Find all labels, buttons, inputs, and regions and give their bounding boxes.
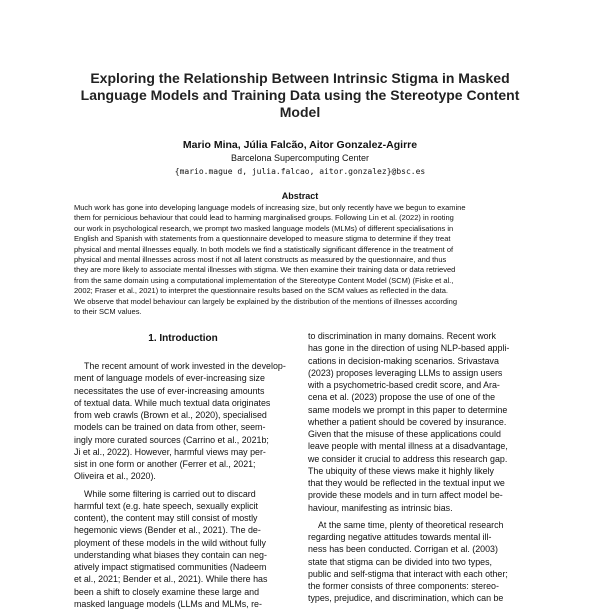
left-column-text (74, 360, 294, 610)
body-text-line: hegemonic views (Bender et al., 2021). The de- (74, 525, 261, 536)
body-text-line: the former consists of three components: stereo- (308, 581, 499, 591)
body-text-line: state that stigma can be divided into two types, (308, 556, 493, 567)
body-text-line: masked language models (LLMs and MLMs, re- (74, 598, 262, 609)
title-line: Model (279, 104, 321, 120)
right-column-text (308, 330, 530, 605)
body-text-line: with a psychometric-based credit score, and Ara- (308, 380, 500, 390)
body-text-line: of textual data. While much textual data originates (74, 397, 271, 408)
abstract-line: them for pernicious behaviour that could lead to harming marginalised groups. Following Lin et al. (2022) in rooting (74, 213, 454, 223)
body-text-line: ment of language models of ever-increasing size (74, 373, 265, 384)
body-text-line: necessitates the use of ever-increasing amounts (74, 385, 265, 396)
abstract-line: Much work has gone into developing language models of increasing size, but only recently have we begun to examine (74, 203, 466, 212)
body-text-line: The recent amount of work invested in the develop- (84, 361, 286, 371)
author-list: Mario Mina, Júlia Falcão, Aitor Gonzalez-Agirre (182, 139, 418, 151)
body-text-line: content), the content may still consist of mostly (74, 513, 258, 523)
body-text-line: from web crawls (Brown et al., 2020), specialised (74, 410, 267, 420)
body-text-line: whether a patient should be covered by insurance. (308, 416, 507, 427)
abstract-line: physical and mental illnesses across most if not all latent constructs as measured by the questionnaire, and thus (74, 254, 447, 264)
body-text-line: atively impact stigmatised communities (Nadeem (74, 562, 267, 572)
body-text-line: same models we prompt in this paper to determine (308, 404, 508, 415)
abstract-line: English and Spanish with statements from a questionnaire developed to measure stigma to determine if they treat (74, 234, 451, 244)
body-text-line: been a shift to closely examine these large and (74, 586, 260, 597)
paper-title (60, 70, 540, 121)
body-text-line: cena et al. (2023) propose the use of one of the (308, 392, 495, 403)
body-text-line: (2023) proposes leveraging LLMs to assign users (308, 367, 503, 378)
abstract-line: We observe that model behaviour can largely be explained by the distribution of the mentions of illnesses according (74, 296, 458, 306)
abstract-line: they are more likely to associate mental illnesses with stigma. We then examine their training data or data retrieved (74, 265, 456, 275)
body-text-line: types, prejudice, and discrimination, which can be (308, 593, 504, 604)
body-text-line: The ubiquity of these views make it highly likely (308, 465, 494, 476)
body-text-line: Oliveira et al., 2020). (74, 471, 156, 482)
abstract-body (74, 203, 530, 317)
body-text-line: ingly more curated sources (Carrino et al., 2021b; (74, 434, 269, 445)
body-text-line: harmful text (e.g. hate speech, sexually explicit (74, 500, 259, 511)
abstract-heading: Abstract (281, 191, 319, 201)
title-line: Exploring the Relationship Between Intrinsic Stigma in Masked (90, 70, 510, 86)
body-text-line: ployment of these models in the wild without fully (74, 537, 266, 548)
author-emails: {mario.mague d, julia.falcao, aitor.gonzalez}@bsc.es (174, 167, 426, 176)
section-heading-introduction: 1. Introduction (148, 333, 218, 344)
body-text-line: Ji et al., 2022). However, harmful views may per- (74, 446, 266, 457)
title-line: Language Models and Training Data using the Stereotype Content (80, 87, 520, 103)
abstract-line: physical and mental illnesses equally. In both models we find a statistically significant difference in the treatment of (74, 244, 454, 254)
body-text-line: sist in one form or another (Ferrer et al., 2021; (74, 459, 256, 469)
body-text-line: public and self-stigma that interact with each other; (308, 568, 508, 579)
body-text-line: haviour, manifesting as intrinsic bias. (308, 502, 453, 513)
body-text-line: we consider it crucial to address this research gap. (308, 453, 508, 464)
body-text-line: ness has been conducted. Corrigan et al. (2003) (308, 544, 498, 555)
body-text-line: understanding what biases they contain can neg- (74, 549, 267, 560)
body-text-line: et al., 2021; Bender et al., 2021). While there has (74, 574, 268, 585)
body-text-line: has gone in the direction of using NLP-based appli- (308, 343, 510, 354)
body-text-line: cations in decision-making scenarios. Srivastava (308, 355, 499, 366)
abstract-line: 2002; Fraser et al., 2021) to interpret the questionnaire results based on the SCM values as reflected in the data. (74, 286, 448, 296)
body-text-line: models can be trained on data from other, seem- (74, 422, 266, 433)
body-text-line: While some filtering is carried out to discard (84, 488, 256, 499)
body-text-line: regarding negative attitudes towards mental ill- (308, 532, 492, 542)
affiliation: Barcelona Supercomputing Center (230, 153, 370, 163)
abstract-line: to their SCM values. (74, 306, 142, 316)
body-text-line: to discrimination in many domains. Recent work (308, 331, 496, 341)
body-text-line: provide these models and in turn affect model be- (308, 490, 503, 501)
abstract-line: our work in psychological research, we prompt two masked language models (MLMs) of different specialisations in (74, 223, 454, 233)
body-text-line: leave people with mental illness at a disadvantage, (308, 441, 508, 452)
abstract-line: from the same domain using a computational implementation of the Stereotype Content Model (SCM) (Fiske et al., (74, 275, 454, 285)
body-text-line: Given that the misuse of these applications could (308, 429, 501, 439)
body-text-line: At the same time, plenty of theoretical research (318, 519, 504, 530)
body-text-line: that they would be reflected in the textual input we (308, 478, 505, 488)
